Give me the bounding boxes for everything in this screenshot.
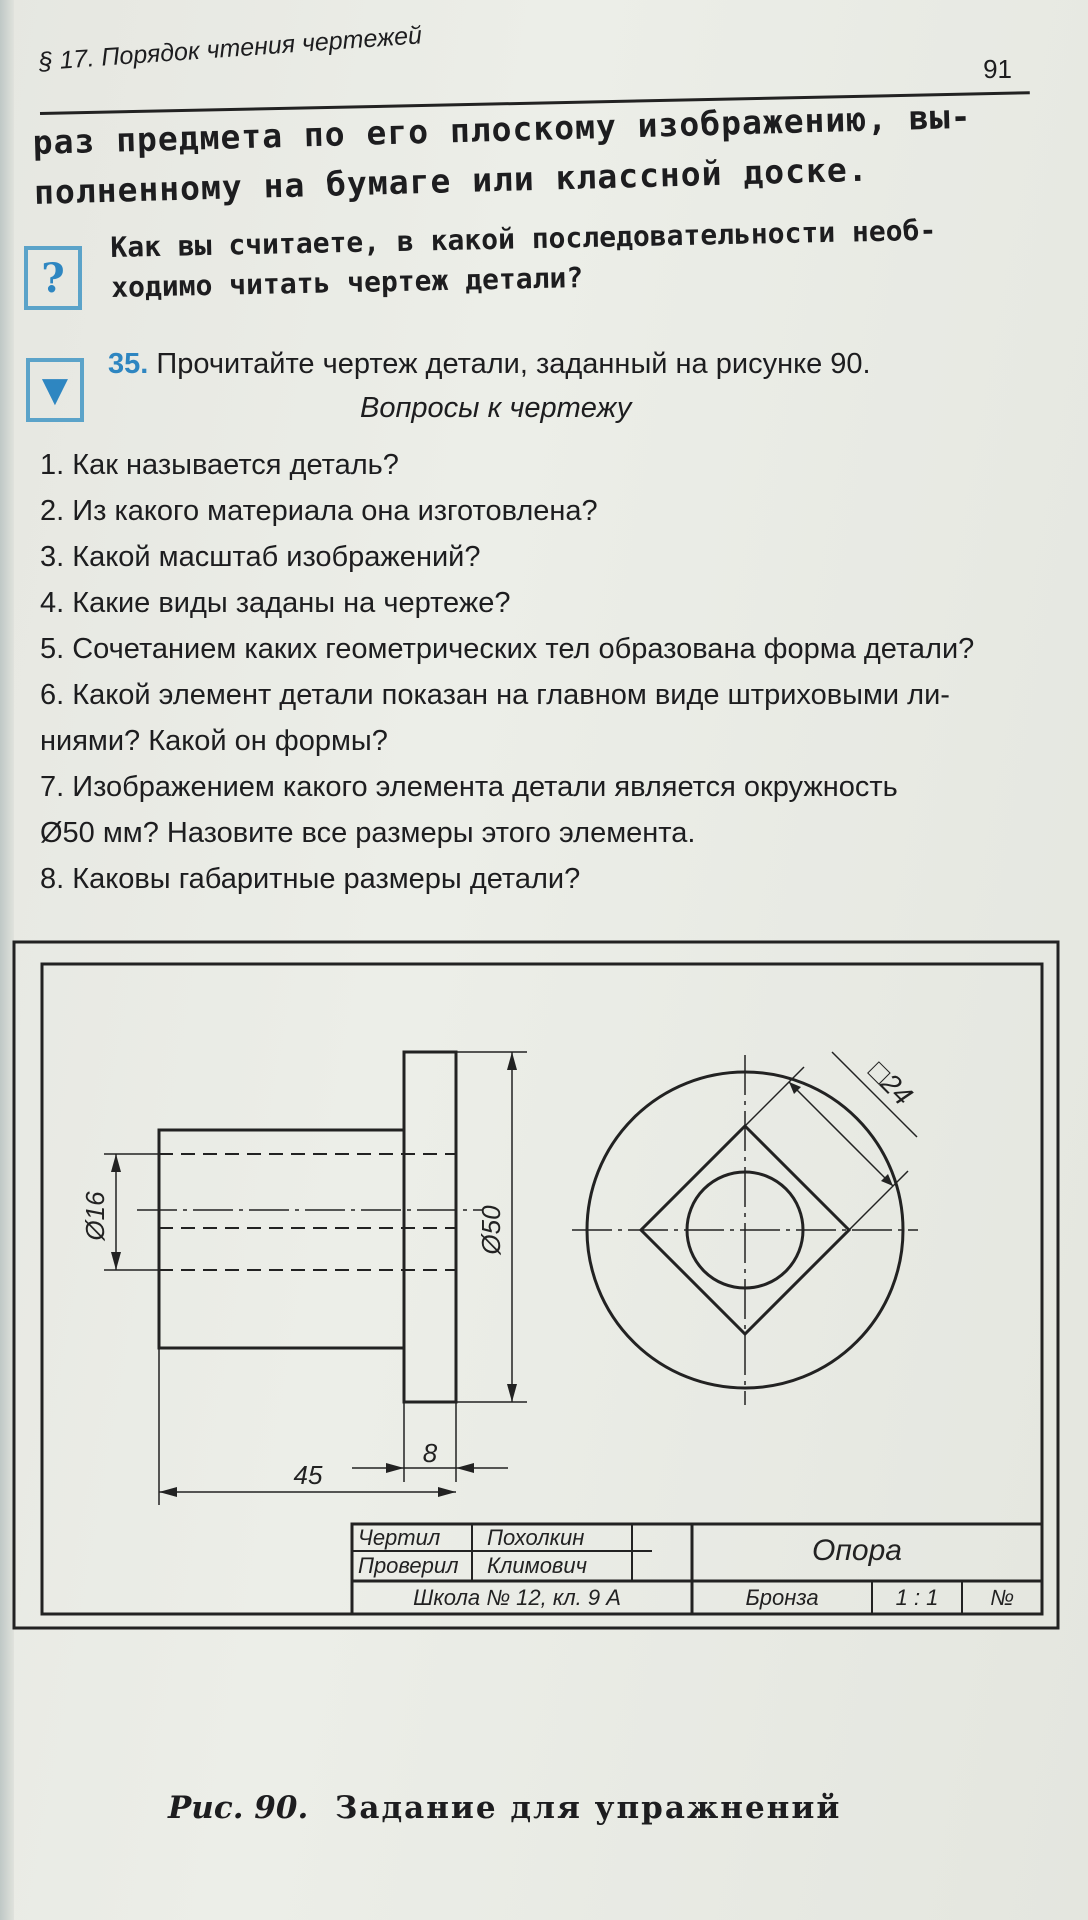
list-item: 5. Сочетанием каких геометрических тел образована форма детали? [40,633,975,665]
intro-line: раз предмета по его плоскому изображению, вы- [32,96,972,162]
figure-number: Рис. 90. [168,1790,309,1826]
title-block-drew-name: Похолкин [487,1525,585,1550]
title-block-scale: 1 : 1 [895,1585,939,1610]
page-header [37,21,1030,98]
front-view [137,1052,482,1402]
title-block-drew-label: Чертил [358,1525,441,1550]
list-item: 2. Из какого материала она изготовлена? [40,495,598,527]
list-item: Ø50 мм? Назовите все размеры этого элемента. [40,817,696,849]
questions-list [40,442,1050,902]
dim-label-8: 8 [422,1438,438,1468]
list-item: ниями? Какой он формы? [40,725,388,757]
question-line: ходимо читать чертеж детали? [110,261,584,304]
exercise-number: 35. [108,348,149,380]
intro-line: полненному на бумаге или классной доске. [33,149,870,212]
list-item: 6. Какой элемент детали показан на главном виде штриховыми ли- [40,679,950,711]
list-item: 7. Изображением какого элемента детали является окружность [40,771,898,803]
title-block-material: Бронза [745,1585,819,1610]
title-block-school: Школа № 12, кл. 9 А [413,1585,621,1610]
exercise-title [108,344,1038,384]
list-item: 8. Каковы габаритные размеры детали? [40,863,581,895]
figure-caption-text: Задание для упражнений [335,1790,842,1826]
title-block-part-name: Опора [812,1534,902,1567]
dim-label-sq24: □24 [862,1055,919,1112]
questions-heading: Вопросы к чертежу [360,392,632,424]
front-view-dimensions [104,1052,527,1505]
list-item: 4. Какие виды заданы на чертеже? [40,587,511,619]
list-item: 3. Какой масштаб изображений? [40,541,481,573]
question-line: Как вы считаете, в какой последовательности необ- [110,213,937,264]
dim-label-d50: Ø50 [476,1205,506,1255]
title-block-checked-name: Климович [487,1553,588,1578]
side-view [572,1052,918,1405]
triangle-down-icon: ▼ [26,358,84,422]
discussion-question [110,209,1041,308]
question-mark-icon: ? [24,246,82,310]
section-title: § 17. Порядок чтения чертежей [37,21,423,77]
front-view-body [159,1130,404,1348]
dim-label-d16: Ø16 [80,1191,110,1241]
dim-label-45: 45 [293,1460,323,1490]
list-item: 1. Как называется деталь? [40,449,399,481]
title-block-number: № [990,1585,1014,1610]
title-block-checked-label: Проверил [358,1553,459,1578]
technical-drawing [12,940,1062,1640]
exercise-text: Прочитайте чертеж детали, заданный на рисунке 90. [156,348,871,380]
figure-caption [168,1790,841,1826]
page-number: 91 [983,54,1012,84]
